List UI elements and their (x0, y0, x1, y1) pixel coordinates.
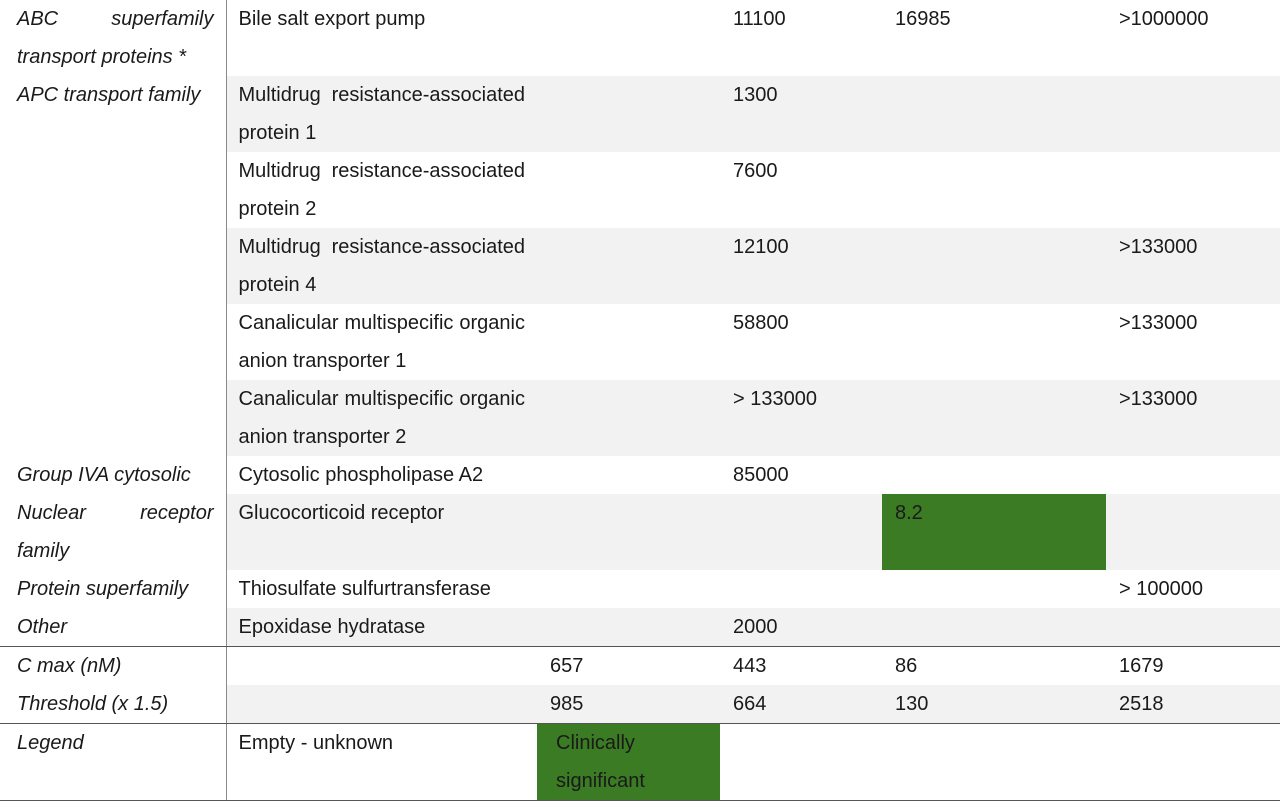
value-cell (537, 304, 720, 380)
target-cell: Epoxidase hydratase (226, 608, 537, 647)
value-cell (882, 570, 1106, 608)
value-cell: 11100 (733, 8, 786, 30)
value-cell: 86 (895, 655, 918, 677)
value-cell (537, 456, 720, 494)
threshold-row (0, 685, 1280, 724)
value-cell: 985 (537, 685, 720, 724)
target-cell: Canalicular multispecific organic anion transporter 2 (226, 380, 537, 456)
value-cell: 2518 (1106, 685, 1280, 724)
family-cell: Group IVA cytosolic (0, 456, 226, 494)
target-cell: Glucocorticoid receptor (226, 494, 537, 570)
value-cell: 130 (882, 685, 1106, 724)
threshold-label: Threshold (x 1.5) (0, 685, 226, 724)
value-cell: >133000 (1106, 228, 1280, 304)
value-cell (1106, 456, 1280, 494)
value-cell: > 133000 (720, 380, 882, 456)
empty-cell (882, 724, 1106, 801)
empty-cell (226, 647, 537, 686)
value-cell (537, 570, 720, 608)
value-cell (720, 570, 882, 608)
table-row (0, 570, 1280, 608)
value-cell (1106, 76, 1280, 152)
value-cell (882, 228, 1106, 304)
table-row (0, 456, 1280, 494)
value-cell (537, 380, 720, 456)
legend-significant-swatch: Clinically significant (537, 724, 720, 801)
empty-cell (226, 685, 537, 724)
family-cell (0, 380, 226, 456)
value-cell (1106, 608, 1280, 647)
family-cell (0, 304, 226, 380)
value-cell: 443 (733, 655, 767, 677)
target-cell: Bile salt export pump (238, 8, 426, 30)
value-cell (882, 152, 1106, 228)
significant-value-cell: 8.2 (882, 494, 1106, 570)
empty-cell (720, 724, 882, 801)
target-cell: Multidrug resistance-associated protein 4 (226, 228, 537, 304)
family-cell: APC transport family (0, 76, 226, 152)
value-cell (882, 456, 1106, 494)
value-cell: >133000 (1106, 380, 1280, 456)
value-cell (882, 304, 1106, 380)
value-cell: 16985 (895, 8, 951, 30)
legend-empty-text: Empty - unknown (226, 724, 537, 801)
value-cell (882, 608, 1106, 647)
value-cell: > 100000 (1119, 578, 1203, 600)
value-cell: >1000000 (1119, 8, 1209, 30)
value-cell (882, 76, 1106, 152)
empty-cell (1106, 724, 1280, 801)
family-cell: Nuclear receptor family (0, 494, 226, 570)
target-cell: Cytosolic phospholipase A2 (238, 464, 484, 486)
table-row (0, 0, 1280, 76)
value-cell (1106, 152, 1280, 228)
table-row (0, 228, 1280, 304)
value-cell: 657 (550, 655, 584, 677)
cmax-row (0, 647, 1280, 686)
table-row (0, 380, 1280, 456)
value-cell: 2000 (720, 608, 882, 647)
target-cell: Multidrug resistance-associated protein 1 (226, 76, 537, 152)
table-row (0, 494, 1280, 570)
value-cell (537, 76, 720, 152)
value-cell: 1300 (720, 76, 882, 152)
value-cell (537, 228, 720, 304)
legend-label: Legend (0, 724, 226, 801)
value-cell: 664 (720, 685, 882, 724)
value-cell (537, 608, 720, 647)
family-cell: ABC superfamily transport proteins * (0, 0, 226, 76)
value-cell (537, 494, 720, 570)
target-cell: Multidrug resistance-associated protein 2 (238, 160, 525, 220)
value-cell (1106, 494, 1280, 570)
cmax-label: C max (nM) (0, 647, 226, 686)
table-row (0, 76, 1280, 152)
family-cell: Other (0, 608, 226, 647)
table-row (0, 304, 1280, 380)
target-cell: Thiosulfate sulfurtransferase (238, 578, 491, 600)
value-cell (537, 152, 720, 228)
value-cell (537, 0, 720, 76)
value-cell: 85000 (733, 464, 789, 486)
value-cell: 58800 (733, 312, 789, 334)
family-cell: Protein superfamily (0, 570, 226, 608)
family-cell (0, 152, 226, 228)
family-cell (0, 228, 226, 304)
legend-row (0, 724, 1280, 801)
value-cell: 1679 (1119, 655, 1164, 677)
value-cell (720, 494, 882, 570)
value-cell: 7600 (733, 160, 778, 182)
value-cell: 12100 (720, 228, 882, 304)
table-row (0, 152, 1280, 228)
target-cell: Canalicular multispecific organic anion transporter 1 (238, 312, 525, 372)
value-cell: >133000 (1119, 312, 1198, 334)
value-cell (882, 380, 1106, 456)
table-row (0, 608, 1280, 647)
